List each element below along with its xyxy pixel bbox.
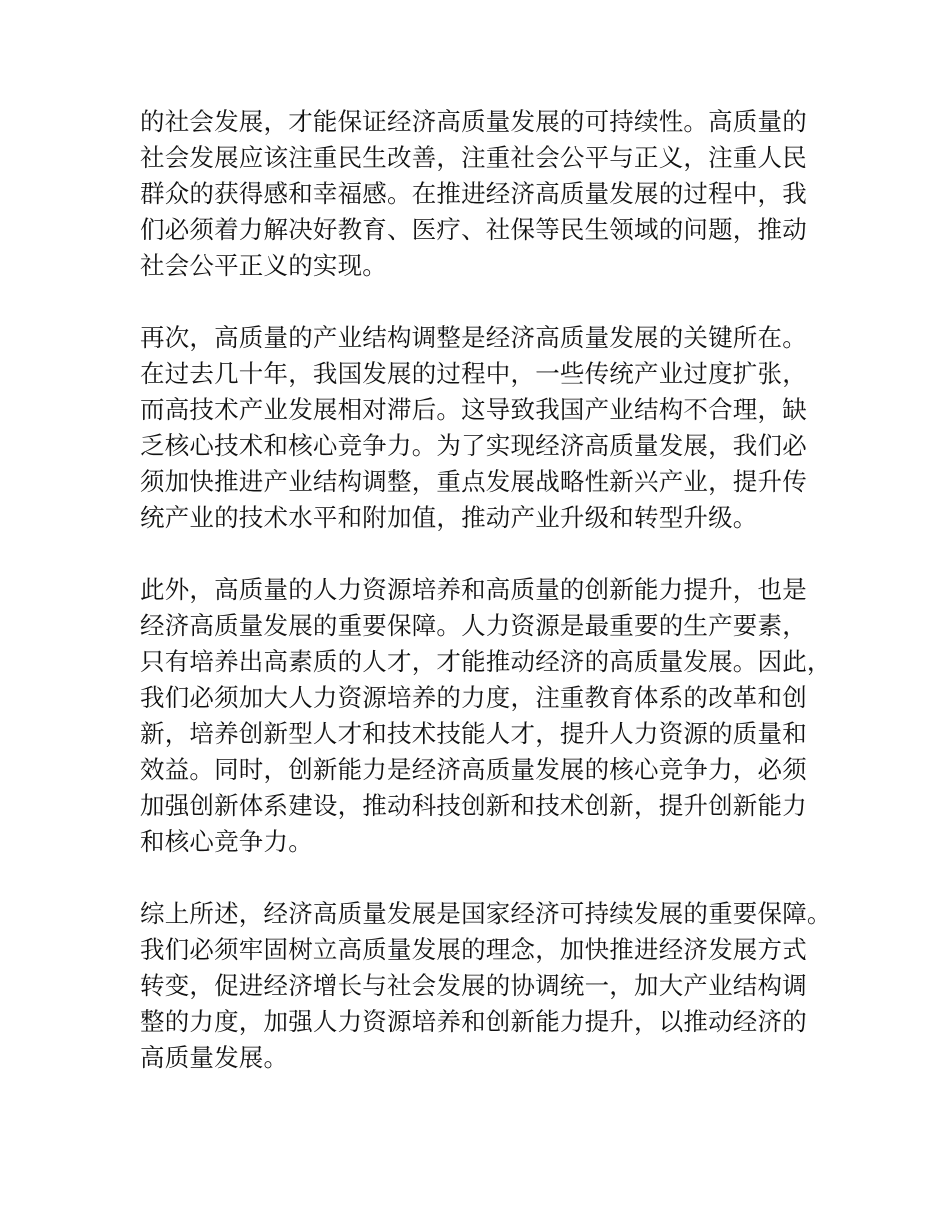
text-line: 加强创新体系建设，推动科技创新和技术创新，提升创新能力 [140, 791, 807, 820]
text-line: 再次，高质量的产业结构调整是经济高质量发展的关键所在。 [140, 323, 807, 352]
paragraph-social-development [140, 104, 820, 284]
text-line: 统产业的技术水平和附加值，推动产业升级和转型升级。 [140, 503, 758, 532]
text-line: 转变，促进经济增长与社会发展的协调统一，加大产业结构调 [140, 971, 807, 1000]
document-body [140, 104, 832, 1112]
text-line: 须加快推进产业结构调整，重点发展战略性新兴产业，提升传 [140, 467, 807, 496]
text-line: 在过去几十年，我国发展的过程中，一些传统产业过度扩张， [140, 359, 807, 388]
text-line: 此外，高质量的人力资源培养和高质量的创新能力提升，也是 [140, 575, 807, 604]
text-line: 新，培养创新型人才和技术技能人才，提升人力资源的质量和 [140, 719, 807, 748]
text-line: 社会发展应该注重民生改善，注重社会公平与正义，注重人民 [140, 143, 807, 172]
text-line: 效益。同时，创新能力是经济高质量发展的核心竞争力，必须 [140, 755, 807, 784]
text-line: 只有培养出高素质的人才，才能推动经济的高质量发展。因此， [140, 647, 832, 676]
text-line: 综上所述，经济高质量发展是国家经济可持续发展的重要保障。 [140, 899, 832, 928]
text-line: 我们必须牢固树立高质量发展的理念，加快推进经济发展方式 [140, 935, 807, 964]
text-line: 的社会发展，才能保证经济高质量发展的可持续性。高质量的 [140, 107, 807, 136]
text-line: 群众的获得感和幸福感。在推进经济高质量发展的过程中，我 [140, 179, 807, 208]
text-line: 和核心竞争力。 [140, 827, 313, 856]
text-line: 经济高质量发展的重要保障。人力资源是最重要的生产要素， [140, 611, 807, 640]
text-line: 而高技术产业发展相对滞后。这导致我国产业结构不合理，缺 [140, 395, 807, 424]
text-line: 乏核心技术和核心竞争力。为了实现经济高质量发展，我们必 [140, 431, 807, 460]
text-line: 们必须着力解决好教育、医疗、社保等民生领域的问题，推动 [140, 215, 807, 244]
text-line: 整的力度，加强人力资源培养和创新能力提升，以推动经济的 [140, 1007, 807, 1036]
text-line: 我们必须加大人力资源培养的力度，注重教育体系的改革和创 [140, 683, 807, 712]
text-line: 高质量发展。 [140, 1043, 289, 1072]
paragraph-conclusion [140, 896, 832, 1076]
paragraph-industrial-structure [140, 320, 820, 536]
text-line: 社会公平正义的实现。 [140, 251, 387, 280]
paragraph-human-resources [140, 572, 832, 860]
